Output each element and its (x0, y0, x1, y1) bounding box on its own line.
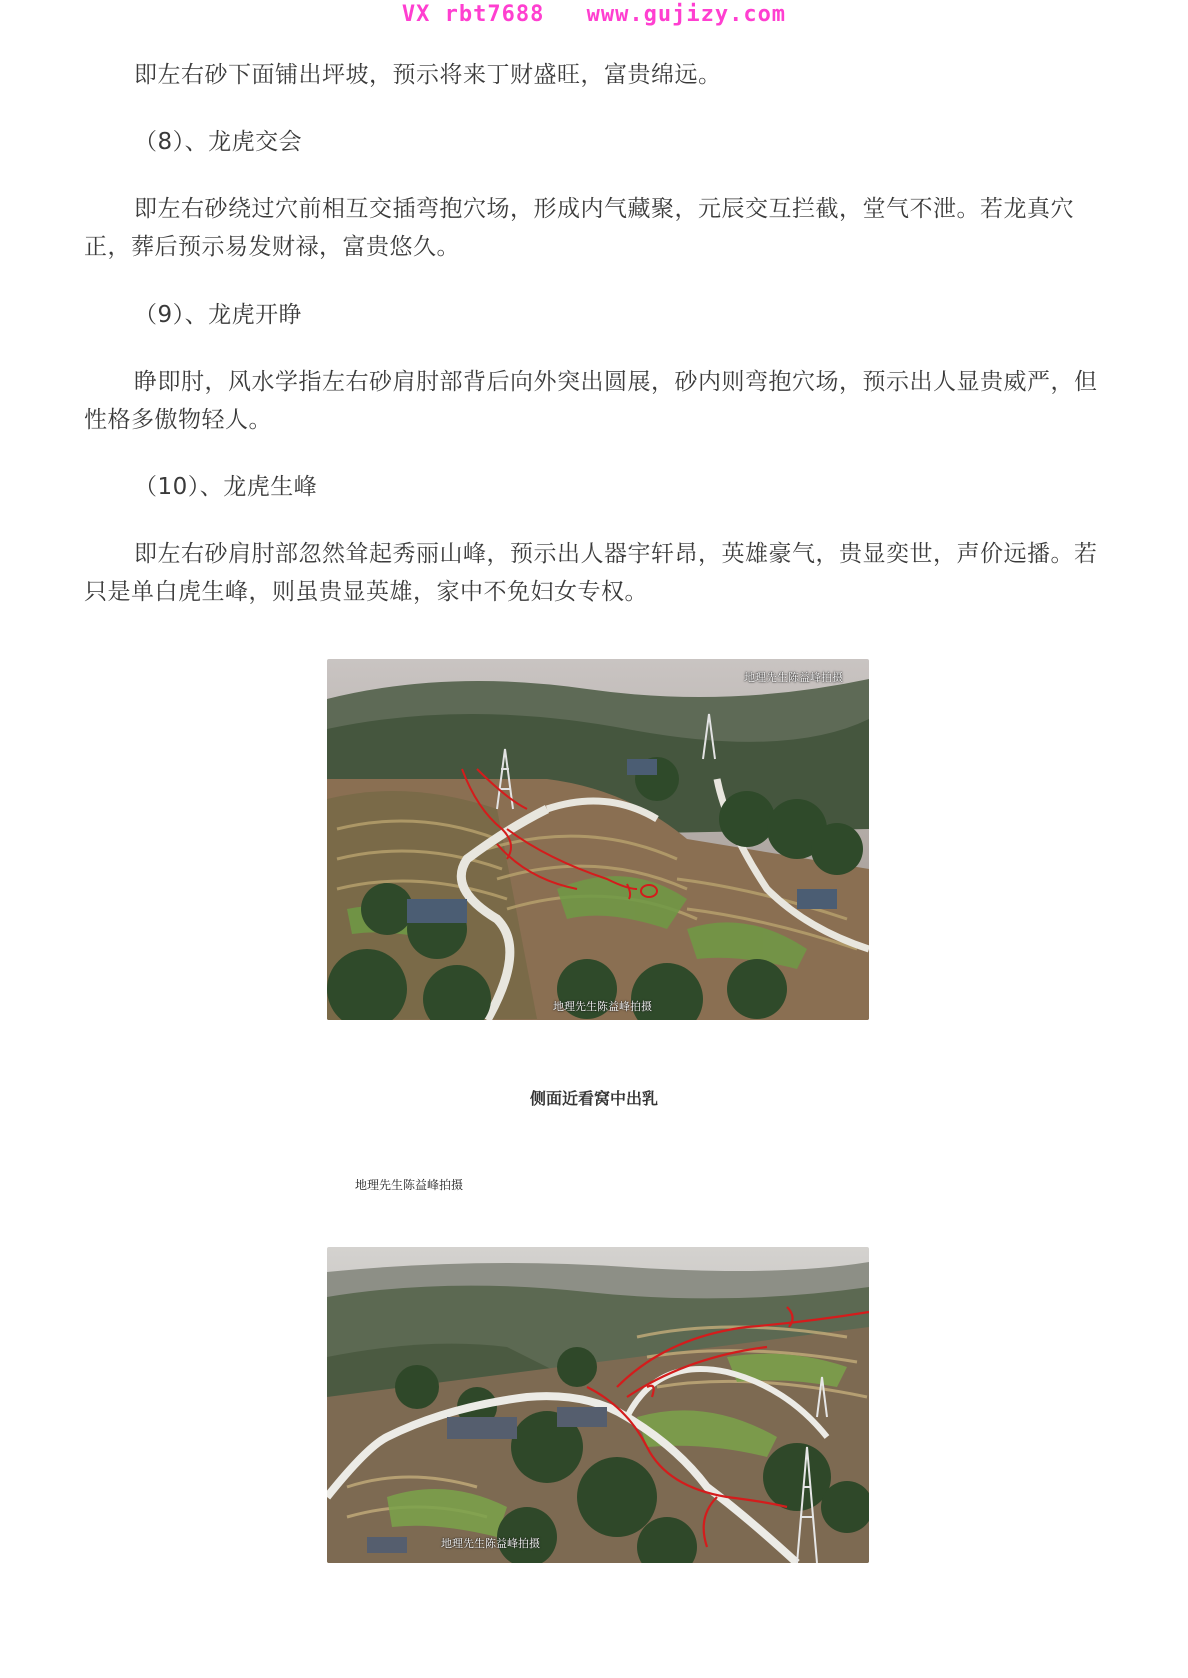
header-url: www.gujizy.com (586, 2, 787, 27)
heading-8: （8）、龙虎交会 (134, 129, 303, 155)
site-header (0, 2, 1188, 27)
paragraph-2: 即左右砂绕过穴前相互交插弯抱穴场，形成内气藏聚，元辰交互拦截，堂气不泄。若龙真穴正，葬后预示易发财禄，富贵悠久。 (84, 196, 1074, 260)
heading-10: （10）、龙虎生峰 (134, 474, 318, 500)
aerial-photo-1 (327, 659, 869, 1020)
aerial-photo-2-image (327, 1247, 869, 1563)
aerial-photo-1-image (327, 659, 869, 1020)
photo-2-watermark-bottom: 地理先生陈益峰拍摄 (441, 1537, 540, 1550)
photo-caption: 侧面近看窝中出乳 (529, 1089, 658, 1108)
photo-2-watermark-above: 地理先生陈益峰拍摄 (355, 1178, 464, 1192)
photo-1-watermark-bottom: 地理先生陈益峰拍摄 (553, 1000, 652, 1013)
paragraph-4: 即左右砂肩肘部忽然耸起秀丽山峰，预示出人器宇轩昂，英雄豪气，贵显奕世，声价远播。若只是单白虎生峰，则虽贵显英雄，家中不免妇女专权。 (84, 541, 1098, 605)
photo-1-watermark-top: 地理先生陈益峰拍摄 (744, 671, 843, 684)
header-contact: VX rbt7688 (401, 2, 545, 27)
paragraph-1: 即左右砂下面铺出坪坡，预示将来丁财盛旺，富贵绵远。 (134, 62, 722, 88)
heading-9: （9）、龙虎开睁 (134, 302, 303, 328)
paragraph-3: 睁即肘，风水学指左右砂肩肘部背后向外突出圆展，砂内则弯抱穴场，预示出人显贵威严，但性格多傲物轻人。 (84, 369, 1098, 433)
aerial-photo-2 (327, 1247, 869, 1563)
